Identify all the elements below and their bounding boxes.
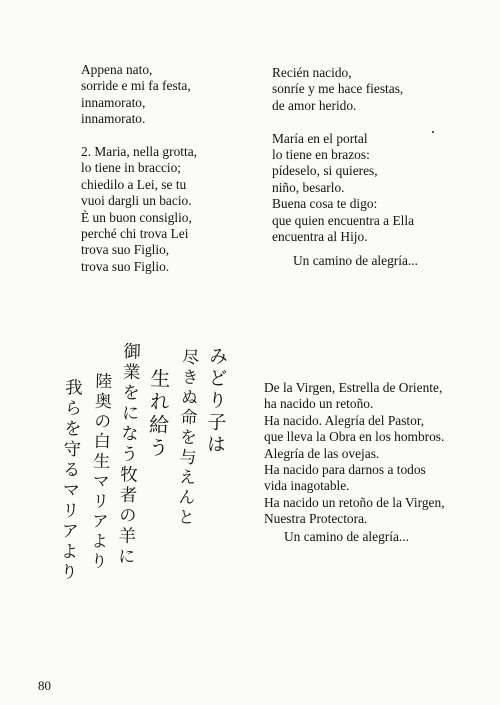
verse-line: María en el portal [272,130,368,146]
refrain-2: Un camino de alegría... [284,529,409,544]
verse-line: Ha nacido un retoño de la Virgen, [264,494,445,510]
spanish-verse-2 [264,380,445,528]
verse-line: de amor herido. [272,97,357,113]
verse-line: De la Virgen, Estrella de Oriente, [264,380,443,395]
verse-line: vida inagotable. [264,478,350,494]
verse-line: trova suo Figlio, [81,242,170,258]
verse-line: ha nacido un retoño. [264,396,374,412]
verse-line: niño, besarlo. [272,179,345,195]
verse-line: lo tiene en brazos: [272,147,370,163]
verse-line: 2. Maria, nella grotta, [81,144,198,160]
calligraphy-column: 御業をになう牧者の羊に [115,341,141,568]
verse-line: lo tiene in braccio; [81,160,182,176]
calligraphy-column: みどり子は [203,345,229,457]
verse-line: Recién nacido, [272,65,352,80]
verse-line: Alegría de las ovejas. [264,445,380,461]
verse-line: Ha nacido. Alegría del Pastor, [264,412,425,428]
verse-line: vuoi dargli un bacio. [81,193,192,209]
verse-line: innamorato. [81,111,146,127]
italian-verse [81,62,197,275]
japanese-calligraphy [55,342,233,600]
calligraphy-column: 陸奥の白生マリアより [86,371,112,573]
verse-line: È un buon consiglio, [81,209,192,225]
stanza-gap [272,114,414,130]
calligraphy-column: 我らを守るマリアより [57,377,83,584]
page-number: 80 [38,678,51,693]
verse-line: sonríe y me hace fiestas, [272,81,404,97]
verse-line: trova suo Figlio. [81,258,170,274]
print-speck [432,131,434,133]
calligraphy-column: 生れ給う [144,367,172,461]
verse-line: pídeselo, si quieres, [272,163,378,179]
verse-line: Nuestra Protectora. [264,511,368,527]
verse-line: sorride e mi fa festa, [81,78,191,94]
verse-line: encuentra al Hijo. [272,229,368,245]
spanish-verse-1 [272,65,414,245]
verse-line: Buena cosa te digo: [272,196,378,212]
verse-line: chiedilo a Lei, se tu [81,176,187,192]
verse-line: perché chi trova Lei [81,226,189,242]
verse-line: que lleva la Obra en los hombros. [264,429,445,445]
calligraphy-column: 尽きぬ命を与えんと [173,347,199,529]
verse-line: innamorato, [81,94,146,110]
verse-line: que quien encuentra a Ella [272,212,415,228]
verse-line: Ha nacido para darnos a todos [264,462,426,478]
refrain-1: Un camino de alegría... [293,253,418,268]
stanza-gap [81,128,197,144]
verse-line: Appena nato, [81,62,153,77]
